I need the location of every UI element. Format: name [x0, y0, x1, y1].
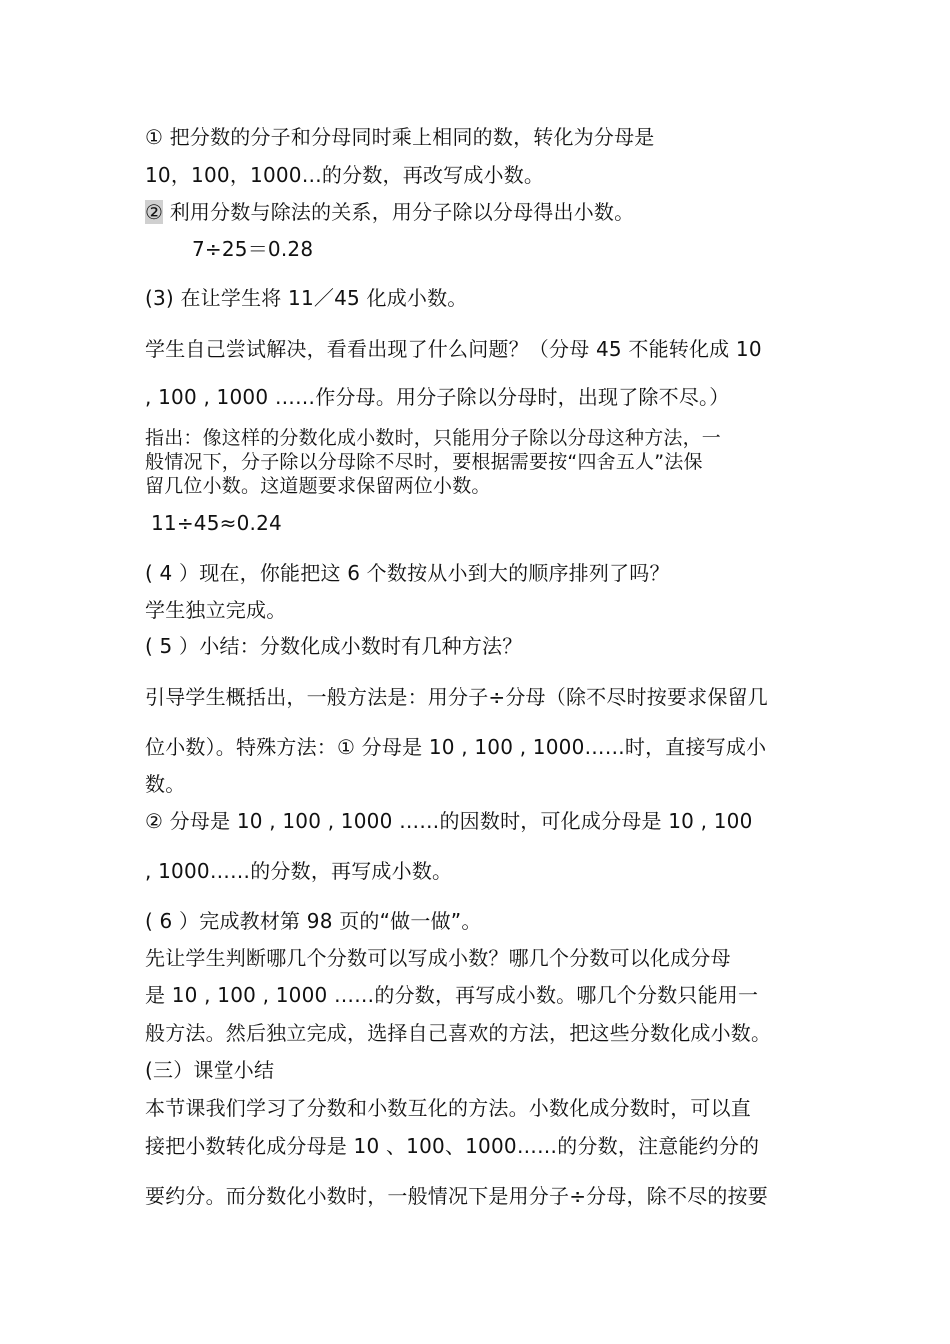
- text-line-25: 本节课我们学习了分数和小数互化的方法。小数化成分数时，可以直: [145, 1096, 751, 1120]
- equation-11-div-45: 11÷45≈0.24: [151, 511, 282, 535]
- text-line-16: 位小数）。特殊方法：① 分母是 10 , 100 , 1000……时，直接写成小: [145, 735, 767, 759]
- highlighted-marker: ②: [145, 200, 164, 224]
- text-line-13: 学生独立完成。: [145, 598, 287, 622]
- text-line-15: 引导学生概括出，一般方法是：用分子÷分母（除不尽时按要求保留几: [145, 685, 768, 709]
- text-line-3: [145, 199, 634, 225]
- text-line-22: 是 10 , 100 , 1000 ……的分数，再写成小数。哪几个分数只能用一: [145, 983, 759, 1007]
- step-4-heading: ( 4 ）现在，你能把这 6 个数按从小到大的顺序排列了吗？: [145, 561, 670, 585]
- text-line-9: 般情况下，分子除以分母除不尽时，要根据需要按“四舍五人”法保: [145, 451, 703, 473]
- text-line-6: 学生自己尝试解决，看看出现了什么问题？（分母 45 不能转化成 10: [145, 337, 762, 361]
- text-line-26: 接把小数转化成分母是 10 、100、1000……的分数，注意能约分的: [145, 1134, 760, 1158]
- text-line-27: 要约分。而分数化小数时，一般情况下是用分子÷分母，除不尽的按要: [145, 1184, 768, 1208]
- text-line-21: 先让学生判断哪几个分数可以写成小数？哪几个分数可以化成分母: [145, 946, 731, 970]
- text-line-18: ② 分母是 10 , 100 , 1000 ……的因数时，可化成分母是 10 , 100: [145, 809, 753, 833]
- text-line-10: 留几位小数。这道题要求保留两位小数。: [145, 475, 491, 497]
- section-summary-heading: (三）课堂小结: [145, 1058, 275, 1082]
- text-line-8: 指出：像这样的分数化成小数时，只能用分子除以分母这种方法，一: [145, 427, 722, 449]
- text-line-2: 10，100，1000…的分数，再改写成小数。: [145, 163, 545, 187]
- text-line-19: , 1000……的分数，再写成小数。: [145, 859, 453, 883]
- step-3-heading: (3) 在让学生将 11／45 化成小数。: [145, 286, 468, 310]
- step-5-heading: ( 5 ）小结：分数化成小数时有几种方法？: [145, 634, 523, 658]
- text-line-1: ① 把分数的分子和分母同时乘上相同的数，转化为分母是: [145, 125, 655, 149]
- text-line-17: 数。: [145, 772, 186, 796]
- step-6-heading: ( 6 ）完成教材第 98 页的“做一做”。: [145, 909, 482, 933]
- text-line-3-body: 利用分数与除法的关系，用分子除以分母得出小数。: [169, 200, 635, 224]
- text-line-23: 般方法。然后独立完成，选择自己喜欢的方法，把这些分数化成小数。: [145, 1021, 772, 1045]
- text-line-7: , 100 , 1000 ……作分母。用分子除以分母时，出现了除不尽。）: [145, 385, 730, 409]
- equation-7-div-25: 7÷25＝0.28: [192, 237, 314, 261]
